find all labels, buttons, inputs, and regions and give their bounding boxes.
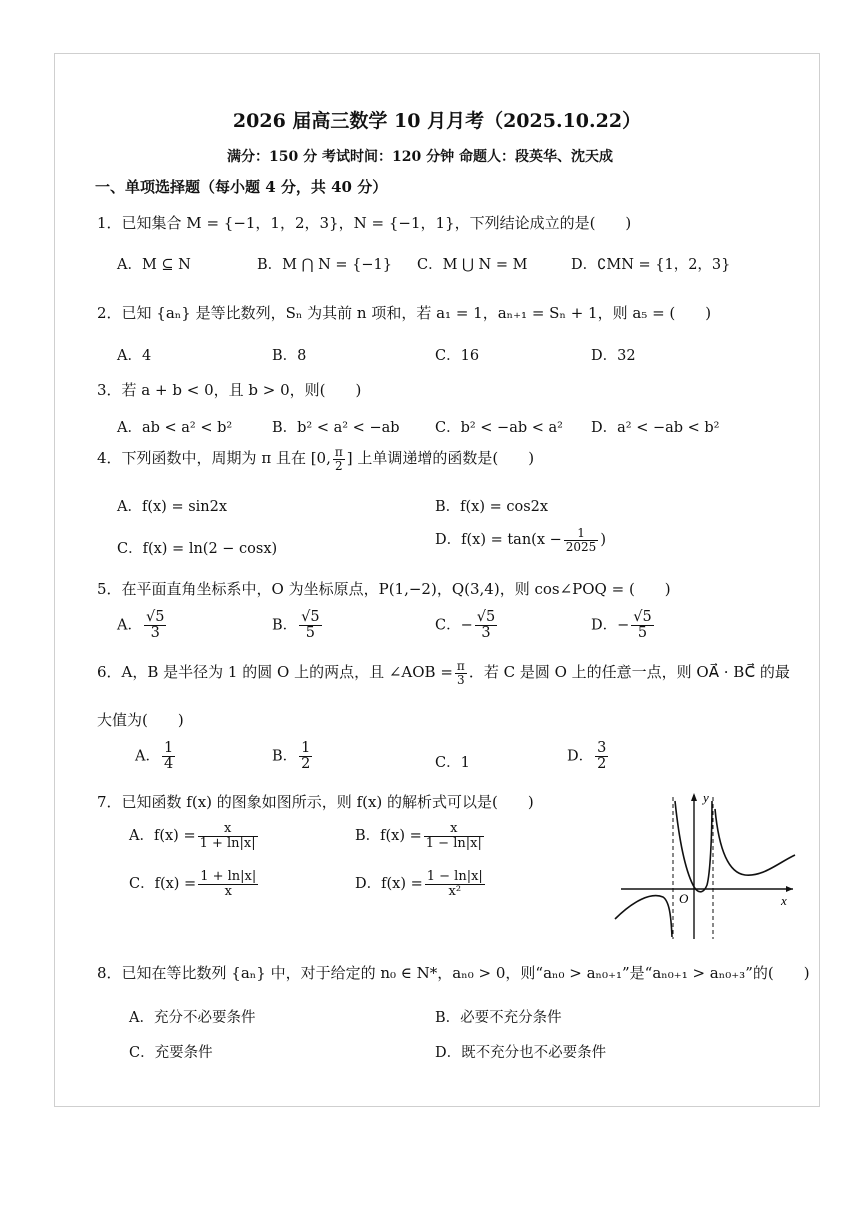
question-5-option-d-den: 5 — [637, 625, 648, 642]
question-5-option-c-fraction — [475, 610, 497, 641]
question-8-option-d: D．既不充分也不必要条件 — [435, 1045, 607, 1061]
question-5-option-b — [272, 610, 324, 641]
question-2-option-d: D．32 — [591, 348, 636, 364]
question-5-option-b-fraction — [299, 610, 321, 641]
question-7-option-d — [355, 870, 487, 898]
question-7-option-c — [129, 870, 260, 898]
question-4-stem-fraction-den: 2 — [335, 458, 343, 473]
question-6-option-b-num: 1 — [301, 740, 311, 756]
question-2-option-a: A．4 — [117, 348, 152, 364]
question-6-option-b-fraction — [299, 741, 312, 772]
graph-y-arrow — [691, 793, 697, 801]
question-4-stem-pre: 4．下列函数中，周期为 π 且在 [0, — [97, 449, 331, 468]
question-5-option-c — [435, 610, 499, 641]
graph-origin-label: O — [679, 891, 689, 906]
exam-meta: 满分：150 分 考试时间：120 分钟 命题人：段英华、沈天成 — [227, 149, 613, 165]
question-6-option-d-den: 2 — [597, 756, 607, 773]
question-6-option-c: C．1 — [435, 755, 470, 771]
question-7-option-a — [129, 822, 260, 850]
question-3-option-b: B．b² < a² < −ab — [272, 420, 400, 436]
graph-y-label: y — [703, 790, 709, 805]
question-6-option-a-den: 4 — [163, 756, 174, 773]
question-6-option-d — [567, 741, 610, 772]
question-6-option-a — [135, 741, 177, 772]
graph-x-label: x — [781, 893, 787, 908]
question-7-option-b-label: B．f(x) = — [355, 828, 422, 845]
question-4-option-c: C．f(x) = ln(2 − cosx) — [117, 541, 278, 557]
question-5-option-c-sign: − — [460, 617, 473, 634]
question-6-option-a-label: A． — [135, 748, 160, 765]
question-6-option-d-fraction — [595, 741, 608, 772]
question-5-option-a-den: 3 — [150, 625, 160, 642]
graph-curve-left — [615, 896, 672, 937]
question-4-option-b: B．f(x) = cos2x — [435, 499, 549, 515]
question-6-option-a-num: 1 — [163, 740, 174, 756]
question-6-stem — [97, 660, 790, 686]
question-3-option-d: D．a² < −ab < b² — [591, 420, 720, 436]
question-5-option-c-den: 3 — [481, 625, 491, 642]
question-1-stem: 1．已知集合 M = {−1，1，2，3}，N = {−1，1}，下列结论成立的是( ) — [97, 214, 632, 232]
question-5-option-a-num: √5 — [145, 609, 165, 625]
question-5-option-b-num: √5 — [301, 609, 320, 625]
question-4-option-d-num: 1 — [564, 527, 599, 541]
question-4-stem-post: ] 上单调递增的函数是( ) — [346, 449, 535, 468]
question-6-stem-fraction-den: 3 — [457, 672, 465, 687]
question-7-option-a-den: 1 + ln|x| — [199, 835, 256, 851]
question-2-stem: 2．已知 {aₙ} 是等比数列，Sₙ 为其前 n 项和，若 a₁ = 1，aₙ₊₁ = Sₙ + 1，则 a₅ = ( ) — [97, 304, 712, 322]
exam-sheet — [54, 53, 820, 1107]
question-7-option-c-den: x — [224, 883, 232, 899]
question-7-option-a-label: A．f(x) = — [129, 828, 196, 845]
question-7-option-b — [355, 822, 486, 850]
question-7-option-d-label: D．f(x) = — [355, 876, 423, 893]
question-7-option-d-fraction — [425, 870, 485, 898]
question-7-option-c-fraction — [198, 870, 258, 898]
question-6-stem-fraction — [455, 660, 467, 686]
question-4-stem-fraction-num: π — [334, 445, 343, 459]
question-4-option-d-fraction — [564, 527, 599, 553]
question-4-option-a: A．f(x) = sin2x — [117, 499, 228, 515]
question-4-option-d-post: ) — [600, 532, 606, 549]
question-3-stem: 3．若 a + b < 0，且 b > 0，则( ) — [97, 381, 362, 399]
question-6-option-d-label: D． — [567, 748, 594, 765]
question-5-option-c-num: √5 — [476, 609, 496, 625]
question-5-option-a — [117, 610, 168, 641]
question-6-stem-fraction-num: π — [456, 659, 465, 673]
question-4-option-d-pre: D．f(x) = tan(x − — [435, 532, 562, 549]
graph-x-arrow — [786, 886, 793, 892]
question-6-stem-post: ．若 C 是圆 O 上的任意一点，则 OA⃗ · BC⃗ 的最 — [468, 663, 790, 682]
question-6-stem-line2: 大值为( ) — [97, 711, 184, 729]
question-7-option-d-num: 1 − ln|x| — [426, 869, 483, 884]
question-5-option-d-num: √5 — [633, 609, 652, 625]
question-5-option-a-fraction — [144, 610, 166, 641]
question-6-option-b — [272, 741, 314, 772]
question-7-option-c-num: 1 + ln|x| — [200, 869, 257, 884]
question-6-option-b-label: B． — [272, 748, 298, 765]
question-5-option-d-fraction — [631, 610, 653, 641]
question-5-stem: 5．在平面直角坐标系中，O 为坐标原点，P(1,−2)，Q(3,4)，则 cos∠POQ = ( ) — [97, 580, 671, 598]
question-5-option-d-sign: − — [617, 617, 630, 634]
question-7-stem: 7．已知函数 f(x) 的图象如图所示，则 f(x) 的解析式可以是( ) — [97, 793, 534, 811]
question-5-option-d — [591, 610, 656, 641]
question-6-stem-pre: 6．A，B 是半径为 1 的圆 O 上的两点，且 ∠AOB = — [97, 663, 453, 682]
question-7-option-b-num: x — [424, 822, 484, 837]
graph-curve-right — [715, 809, 795, 875]
question-4-option-d-den: 2025 — [565, 539, 597, 554]
question-3-option-a: A．ab < a² < b² — [117, 420, 233, 436]
question-6-option-a-fraction — [162, 741, 175, 772]
question-1-option-d: D．∁MN = {1，2，3} — [571, 257, 731, 273]
question-7-option-c-label: C．f(x) = — [129, 876, 197, 893]
question-8-stem: 8．已知在等比数列 {aₙ} 中，对于给定的 n₀ ∈ N*，aₙ₀ > 0，则“aₙ₀ > aₙ₀₊₁”是“aₙ₀₊₁ > aₙ₀₊₃”的( ) — [97, 964, 810, 982]
question-6-option-b-den: 2 — [301, 756, 311, 773]
question-2-option-c: C．16 — [435, 348, 480, 364]
question-5-option-c-label: C． — [435, 617, 461, 634]
question-6-option-d-num: 3 — [597, 740, 607, 756]
question-5-option-b-label: B． — [272, 617, 298, 634]
question-5-option-d-label: D． — [591, 617, 618, 634]
question-7-option-d-den: x² — [448, 883, 462, 899]
question-7-option-b-den: 1 − ln|x| — [425, 835, 482, 851]
question-4-option-d — [435, 527, 606, 553]
question-7-option-a-num: x — [198, 822, 258, 837]
question-4-stem — [97, 446, 534, 472]
question-1-option-a: A．M ⊆ N — [117, 257, 191, 273]
question-3-option-c: C．b² < −ab < a² — [435, 420, 563, 436]
question-5-option-a-label: A． — [117, 617, 142, 634]
question-4-stem-fraction — [333, 446, 345, 472]
question-1-option-c: C．M ⋃ N = M — [417, 257, 528, 273]
question-2-option-b: B．8 — [272, 348, 307, 364]
section-heading: 一、单项选择题（每小题 4 分，共 40 分） — [95, 178, 388, 196]
question-7-option-b-fraction — [424, 822, 484, 850]
exam-title: 2026 届高三数学 10 月月考（2025.10.22） — [232, 110, 642, 132]
question-5-option-b-den: 5 — [305, 625, 315, 642]
question-1-option-b: B．M ⋂ N = {−1} — [257, 257, 392, 273]
question-8-option-a: A．充分不必要条件 — [129, 1010, 256, 1026]
question-8-option-c: C．充要条件 — [129, 1045, 213, 1061]
question-8-option-b: B．必要不充分条件 — [435, 1010, 562, 1026]
question-7-option-a-fraction — [198, 822, 258, 850]
function-graph — [613, 789, 799, 941]
